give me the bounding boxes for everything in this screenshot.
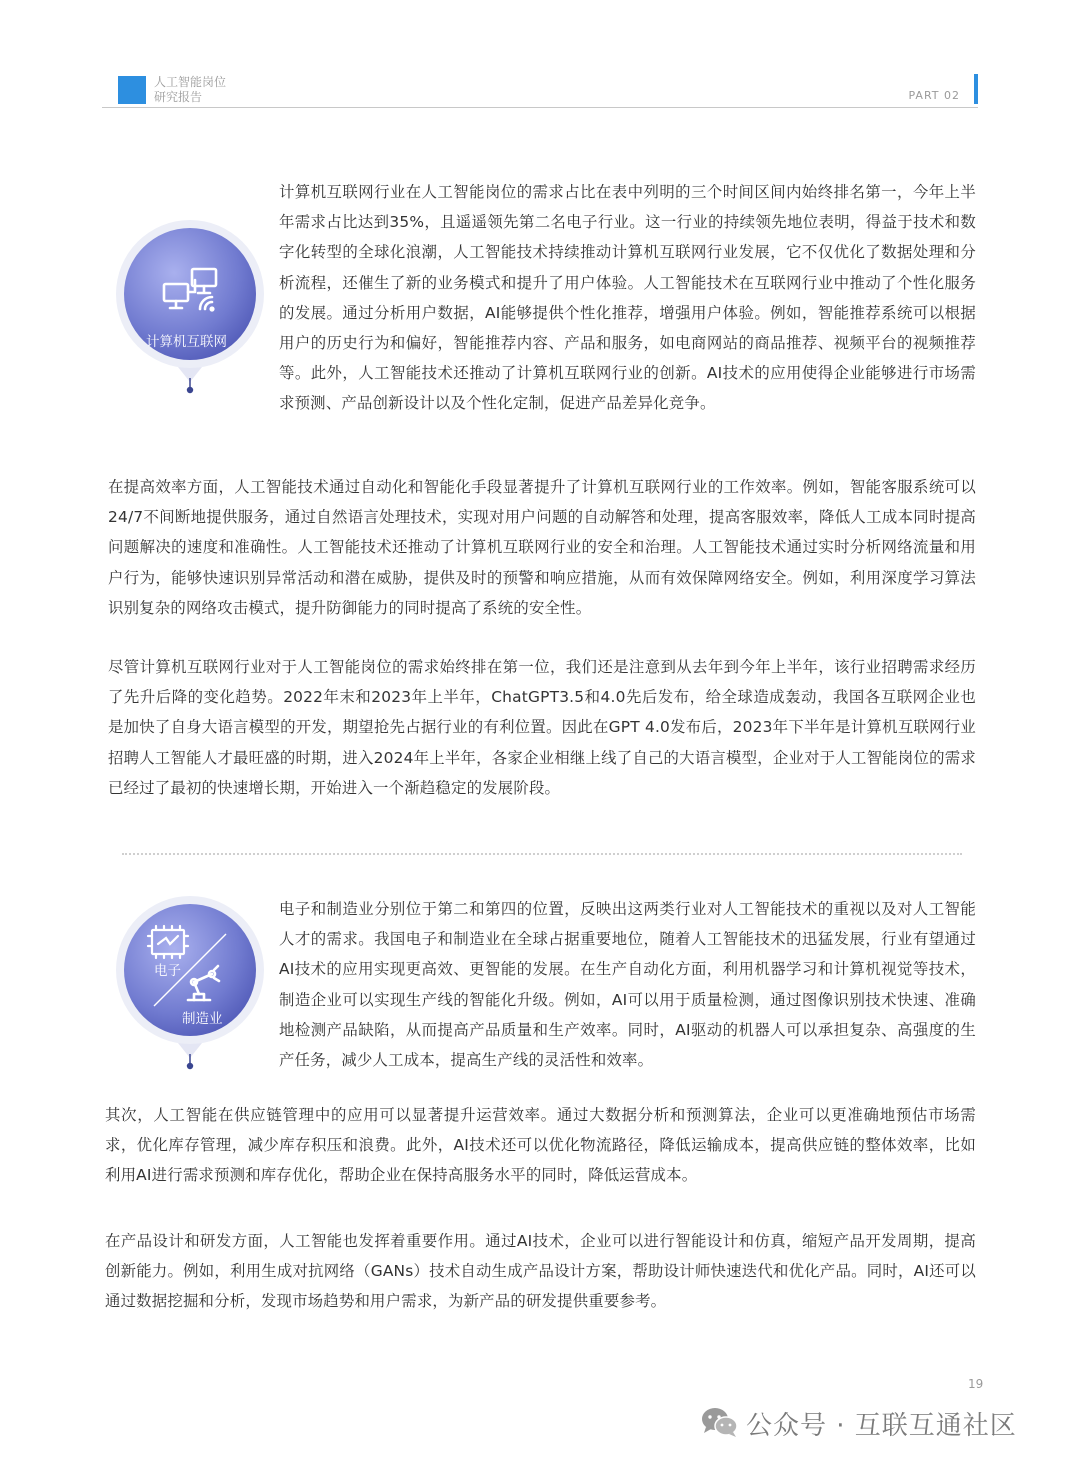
wechat-icon	[700, 1406, 740, 1440]
internet-badge	[114, 212, 266, 396]
paragraph-efficiency: 在提高效率方面，人工智能技术通过自动化和智能化手段显著提升了计算机互联网行业的工作效率。例如，智能客服系统可以24/7不间断地提供服务，通过自然语言处理技术，实现对用户问题的自动解答和处理，提高客服效率，降低人工成本同时提高问题解决的速度和准确性。人工智能技术还推动了计算机互联网行业的安全和治理。人工智能技术通过实时分析网络流量和用户行为，能够快速识别异常活动和潜在威胁，提供及时的预警和响应措施，从而有效保障网络安全。例如，利用深度学习算法识别复杂的网络攻击模式，提升防御能力的同时提高了系统的安全性。	[108, 478, 976, 617]
header-rule	[102, 107, 978, 108]
electronics-badge-label: 电子	[154, 963, 181, 979]
paragraph-internet-overview: 计算机互联网行业在人工智能岗位的需求占比在表中列明的三个时间区间内始终排名第一，今年上半年需求占比达到35%，且遥遥领先第二名电子行业。这一行业的持续领先地位表明，得益于技术和数字化转型的全球化浪潮，人工智能技术持续推动计算机互联网行业发展，它不仅优化了数据处理和分析流程，还催生了新的业务模式和提升了用户体验。人工智能技术在互联网行业中推动了个性化服务的发展。通过分析用户数据，AI能够提供个性化推荐，增强用户体验。例如，智能推荐系统可以根据用户的历史行为和偏好，智能推荐内容、产品和服务，如电商网站的商品推荐、视频平台的视频推荐等。此外，人工智能技术还推动了计算机互联网行业的创新。AI技术的应用使得企业能够进行市场需求预测、产品创新设计以及个性化定制，促进产品差异化竞争。	[279, 183, 976, 413]
paragraph-supply-chain: 其次，人工智能在供应链管理中的应用可以显著提升运营效率。通过大数据分析和预测算法，企业可以更准确地预估市场需求，优化库存管理，减少库存积压和浪费。此外，AI技术还可以优化物流路径，降低运输成本，提高供应链的整体效率，比如利用AI进行需求预测和库存优化，帮助企业在保持高服务水平的同时，降低运营成本。	[105, 1106, 976, 1185]
header-accent-bar	[974, 74, 978, 104]
paragraph-demand-trend: 尽管计算机互联网行业对于人工智能岗位的需求始终排在第一位，我们还是注意到从去年到今年上半年，该行业招聘需求经历了先升后降的变化趋势。2022年末和2023年上半年，ChatGPT3.5和4.0先后发布，给全球造成轰动，我国各互联网企业也是加快了自身大语言模型的开发，期望抢先占据行业的有利位置。因此在GPT 4.0发布后，2023年下半年是计算机互联网行业招聘人工智能人才最旺盛的时期，进入2024年上半年，各家企业相继上线了自己的大语言模型，企业对于人工智能岗位的需求已经过了最初的快速增长期，开始进入一个渐趋稳定的发展阶段。	[108, 658, 976, 797]
header-title-line2: 研究报告	[154, 90, 203, 104]
manufacturing-badge-label: 制造业	[182, 1011, 223, 1027]
header-part-label: PART 02	[908, 89, 960, 102]
internet-badge-label: 计算机互联网	[146, 334, 227, 350]
header-title-line1: 人工智能岗位	[154, 75, 227, 89]
internet-badge-graphic	[114, 212, 266, 396]
section-divider	[122, 853, 962, 855]
header-logo-square	[118, 76, 146, 104]
page-header	[102, 72, 978, 108]
paragraph-electronics-manufacturing: 电子和制造业分别位于第二和第四的位置，反映出这两类行业对人工智能技术的重视以及对人工智能人才的需求。我国电子和制造业在全球占据重要地位，随着人工智能技术的迅猛发展，行业有望通过AI技术的应用实现更高效、更智能的发展。在生产自动化方面，利用机器学习和计算机视觉等技术，制造企业可以实现生产线的智能化升级。例如，AI可以用于质量检测，通过图像识别技术快速、准确地检测产品缺陷，从而提高产品质量和生产效率。同时，AI驱动的机器人可以承担复杂、高强度的生产任务，减少人工成本，提高生产线的灵活性和效率。	[279, 900, 976, 1070]
wechat-watermark-text: 公众号 · 互联互通社区	[746, 1411, 1017, 1441]
paragraph-product-design: 在产品设计和研发方面，人工智能也发挥着重要作用。通过AI技术，企业可以进行智能设计和仿真，缩短产品开发周期，提高创新能力。例如，利用生成对抗网络（GANs）技术自动生成产品设计方案，帮助设计师快速迭代和优化产品。同时，AI还可以通过数据挖掘和分析，发现市场趋势和用户需求，为新产品的研发提供重要参考。	[105, 1232, 976, 1311]
electronics-badge-graphic	[114, 888, 266, 1072]
page-number: 19	[968, 1377, 984, 1391]
electronics-manufacturing-badge	[114, 888, 266, 1072]
